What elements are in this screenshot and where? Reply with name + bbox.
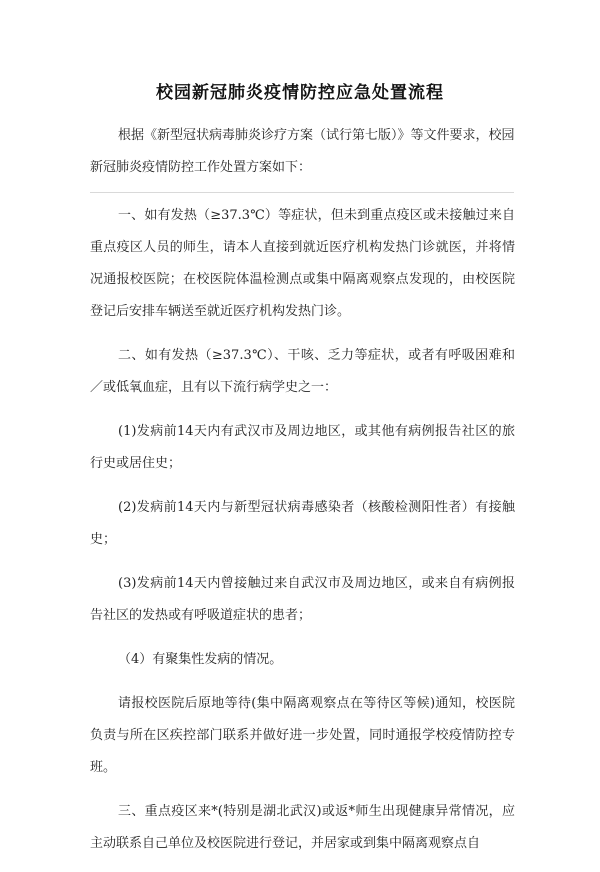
list-item-cluster: （4）有聚集性发病的情况。 bbox=[118, 652, 283, 667]
paragraph-returnees: 三、重点疫区来*(特别是湖北武汉)或返*师生出现健康异常情况，应主动联系自己单位及校医院进行登记，并居家或到集中隔离观察点自 bbox=[90, 804, 515, 851]
list-item-travel-history: (1)发病前14天内有武汉市及周边地区，或其他有病例报告社区的旅行史或居住史； bbox=[90, 424, 515, 471]
list-item-patient-contact: (3)发病前14天内曾接触过来自武汉市及周边地区，或来自有病例报告社区的发热或有呼吸道症状的患者； bbox=[90, 576, 515, 623]
paragraph-fever-no-exposure: 一、如有发热（≥37.3℃）等症状，但未到重点疫区或未接触过来自重点疫区人员的师生，请本人直接到就近医疗机构发热门诊就医，并将情况通报校医院；在校医院体温检测点或集中隔离观察点发现的，由校医院登记后安排车辆送至就近医疗机构发热门诊。 bbox=[90, 208, 515, 319]
document-title: 校园新冠肺炎疫情防控应急处置流程 bbox=[156, 83, 444, 103]
intro-section bbox=[90, 120, 515, 184]
paragraph-report-procedure: 请报校医院后原地等待(集中隔离观察点在等待区等候)通知，校医院负责与所在区疾控部门联系并做好进一步处置，同时通报学校疫情防控专班。 bbox=[90, 696, 515, 775]
document-body bbox=[90, 200, 515, 872]
section-divider bbox=[90, 192, 514, 193]
paragraph-fever-with-symptoms: 二、如有发热（≥37.3℃）、干咳、乏力等症状，或者有呼吸困难和／或低氧血症，且有以下流行病学史之一： bbox=[90, 348, 515, 395]
list-item-contact-history: (2)发病前14天内与新型冠状病毒感染者（核酸检测阳性者）有接触史； bbox=[90, 500, 515, 547]
intro-paragraph: 根据《新型冠状病毒肺炎诊疗方案（试行第七版）》等文件要求，校园新冠肺炎疫情防控工作处置方案如下： bbox=[90, 128, 515, 175]
